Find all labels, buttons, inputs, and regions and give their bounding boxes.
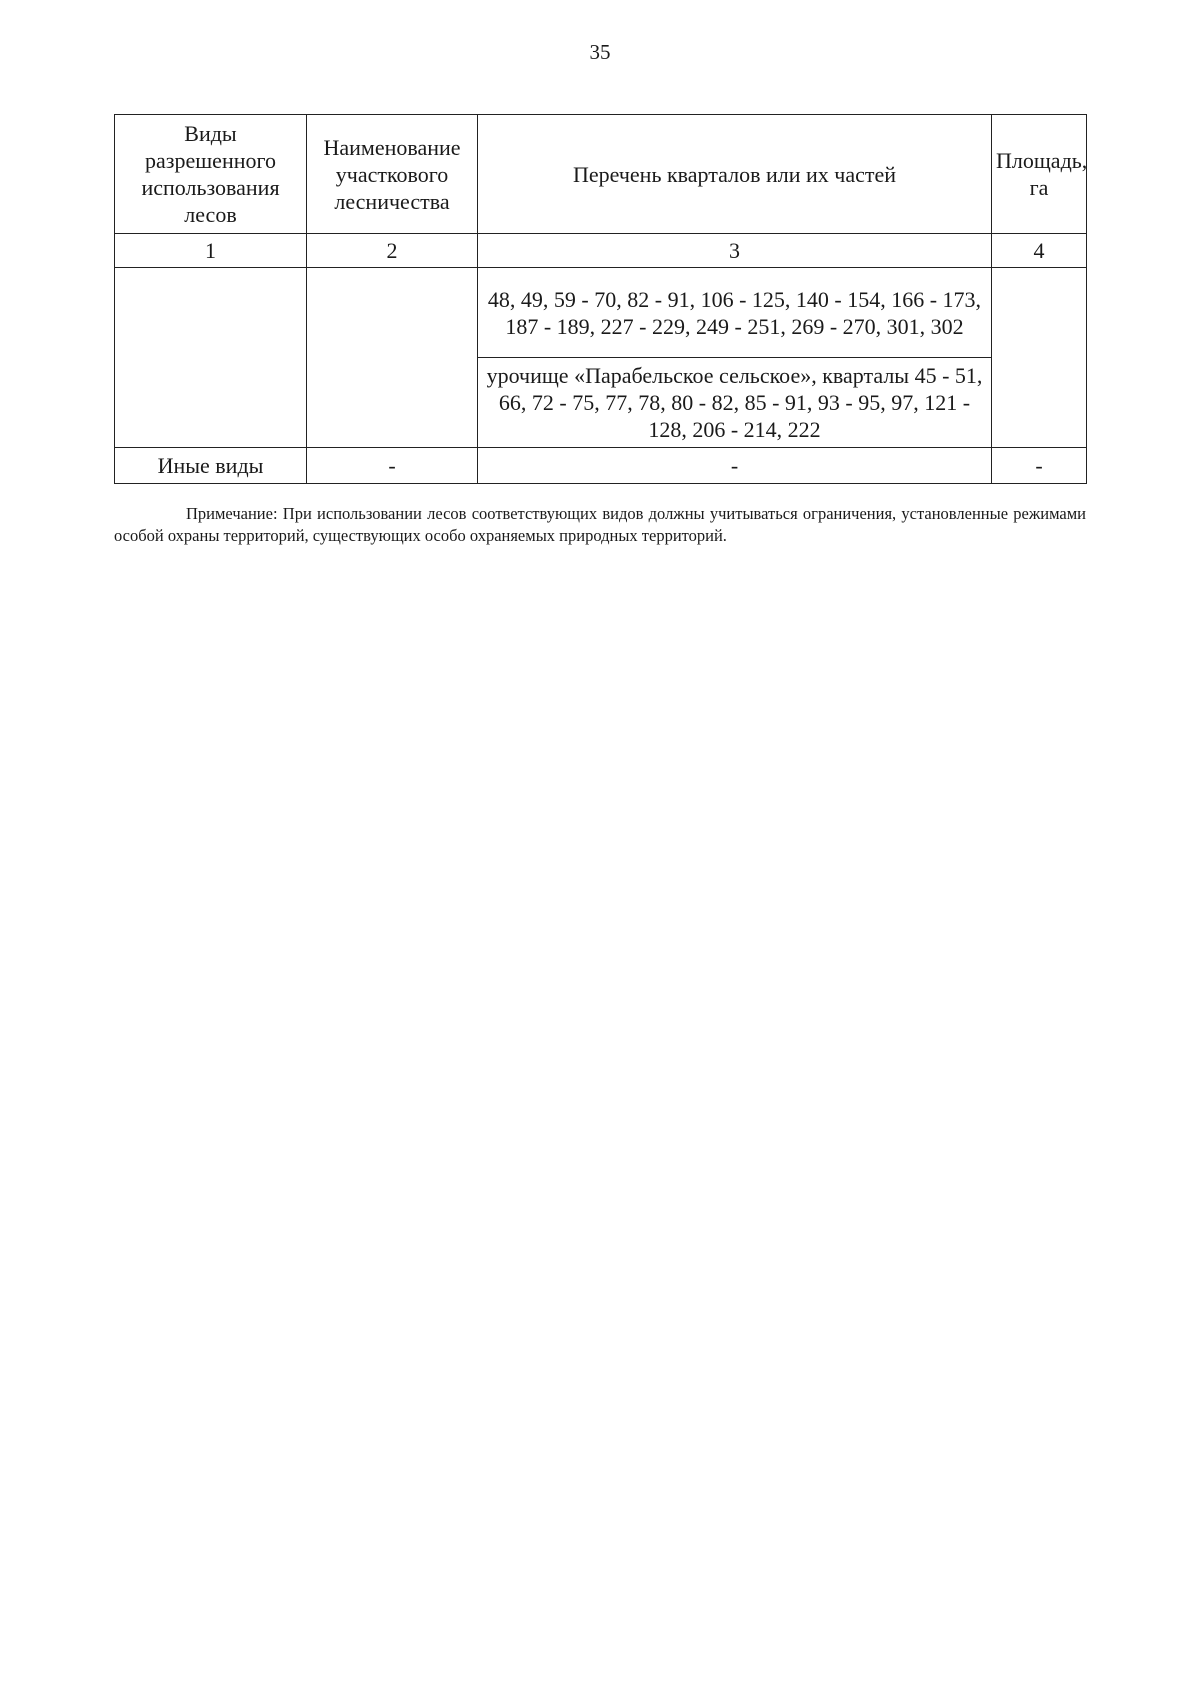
header-quarters-list: Перечень кварталов или их частей [478,115,992,234]
quarters-cell: - [478,448,992,484]
area-cell [992,268,1087,448]
table-row [115,448,1087,484]
header-use-type: Виды разрешенного использования лесов [115,115,307,234]
column-number: 3 [478,234,992,268]
column-number-row [115,234,1087,268]
use-type-cell [115,268,307,448]
table-row [115,268,1087,358]
quarters-cell: 48, 49, 59 - 70, 82 - 91, 106 - 125, 140 - 154, 166 - 173, 187 - 189, 227 - 229, 249 - 251, 269 - 270, 301, 302 [478,268,992,358]
area-cell: - [992,448,1087,484]
header-forestry-name: Наименование участкового лесничества [307,115,478,234]
column-number: 1 [115,234,307,268]
use-type-cell: Иные виды [115,448,307,484]
table-header-row [115,115,1087,234]
page-number: 35 [589,40,611,64]
column-number: 2 [307,234,478,268]
forest-use-table [114,114,1087,484]
column-number: 4 [992,234,1087,268]
quarters-cell: урочище «Парабельское сельское», кварталы 45 - 51, 66, 72 - 75, 77, 78, 80 - 82, 85 - 91, 93 - 95, 97, 121 - 128, 206 - 214, 222 [478,358,992,448]
header-area: Площадь, га [992,115,1087,234]
forestry-cell [307,268,478,448]
forestry-cell: - [307,448,478,484]
table-note: Примечание: При использовании лесов соответствующих видов должны учитываться ограничения, установленные режимами особой охраны территорий, существующих особо охраняемых природных территорий. [114,503,1086,545]
